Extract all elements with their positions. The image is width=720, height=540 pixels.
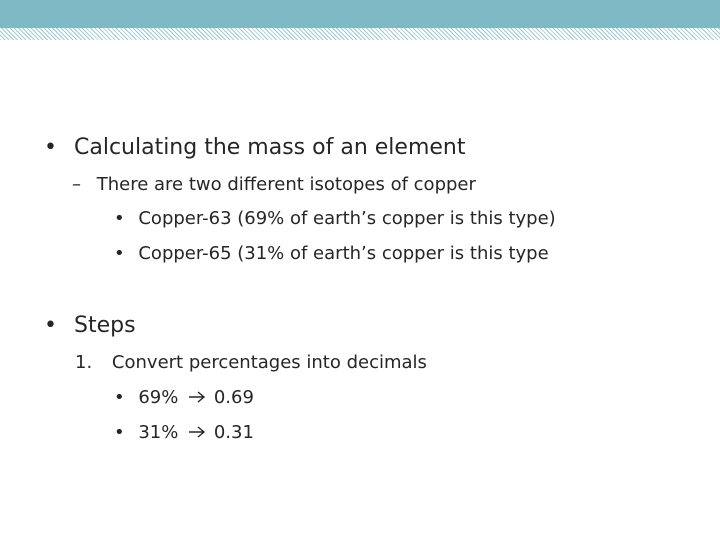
text-copper-63: Copper-63 (69% of earth’s copper is this type) <box>138 208 556 229</box>
step-number: 1. <box>75 352 93 373</box>
bullet-dot: • <box>114 208 125 229</box>
conversion-69 <box>114 387 254 408</box>
right-arrow-icon <box>188 388 206 407</box>
bullet-calculating <box>44 135 465 160</box>
text-copper-65: Copper-65 (31% of earth’s copper is this type <box>138 243 549 264</box>
value-from: 69% <box>138 387 179 408</box>
value-from: 31% <box>138 422 179 443</box>
value-to: 0.31 <box>213 422 254 443</box>
bullet-steps <box>44 313 136 338</box>
item-copper-63 <box>114 208 556 229</box>
text-isotopes: There are two different isotopes of copper <box>96 174 476 195</box>
sub-isotopes <box>72 174 476 195</box>
heading-steps: Steps <box>73 313 136 338</box>
step-convert <box>75 352 427 373</box>
bullet-dot: • <box>114 422 125 443</box>
value-to: 0.69 <box>213 387 254 408</box>
bullet-dot: • <box>44 313 57 338</box>
right-arrow-icon <box>188 423 206 442</box>
heading-calculating: Calculating the mass of an element <box>73 135 466 160</box>
bullet-dot: • <box>44 135 57 160</box>
text-convert: Convert percentages into decimals <box>111 352 427 373</box>
bullet-dot: • <box>114 387 125 408</box>
item-copper-65 <box>114 243 549 264</box>
conversion-31 <box>114 422 254 443</box>
bullet-dot: • <box>114 243 125 264</box>
dash-marker: – <box>72 174 81 195</box>
